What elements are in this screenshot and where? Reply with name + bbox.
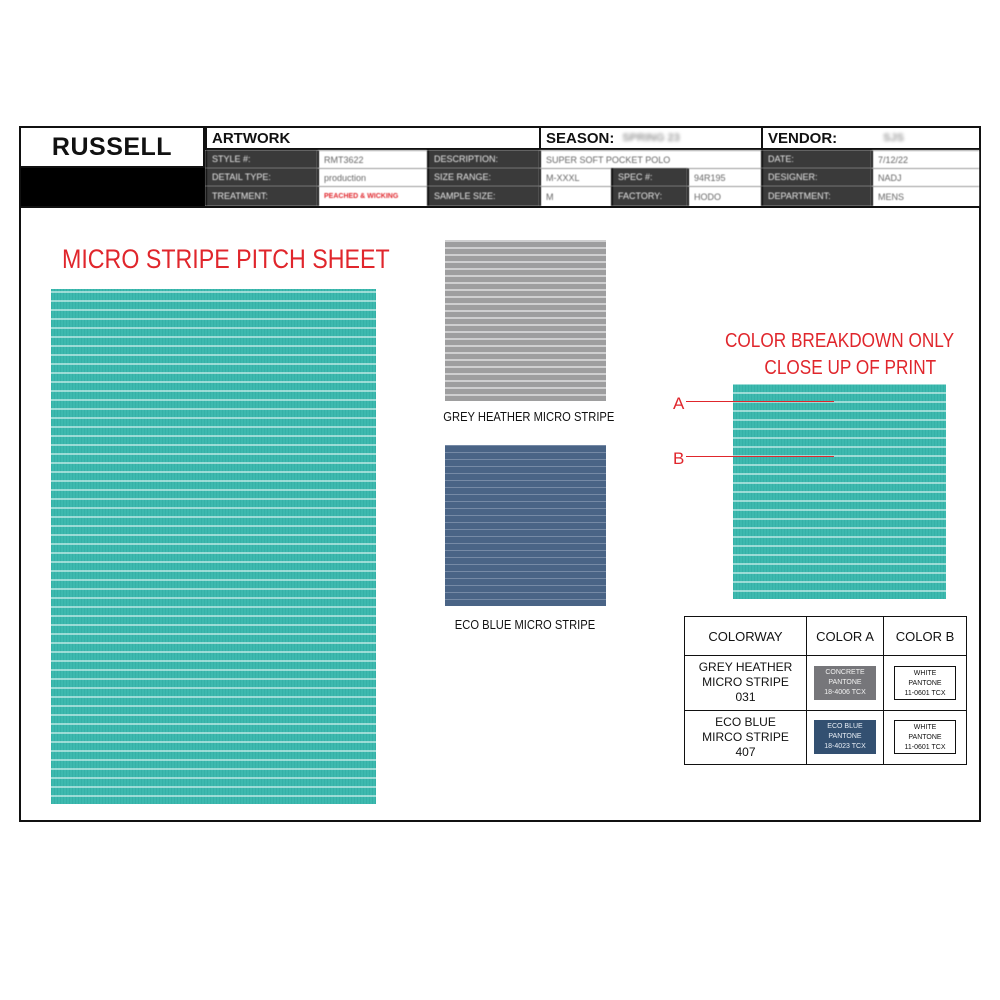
spec-label: SPEC #: <box>611 168 687 186</box>
chip-color-name: WHITE <box>913 724 937 732</box>
chip-color-code: 18-4006 TCX <box>824 688 866 696</box>
season-value: SPRING 23 <box>622 132 680 144</box>
eco-blue-caption <box>443 617 606 632</box>
callout-a-label: A <box>673 394 685 413</box>
color-chip-concrete <box>814 666 876 700</box>
chip-color-system: PANTONE <box>828 678 862 686</box>
color-breakdown-title <box>725 328 954 382</box>
callout-b-line <box>686 456 834 457</box>
closeup-print-swatch <box>733 384 946 599</box>
brand-logo: RUSSELL <box>21 128 205 168</box>
table-row <box>685 710 967 765</box>
color-breakdown-title-line1: COLOR BREAKDOWN ONLY <box>725 330 955 352</box>
artwork-label: ARTWORK <box>205 128 539 148</box>
color-a-header: COLOR A <box>807 617 884 656</box>
department-value: MENS <box>871 186 979 206</box>
grey-heather-caption: GREY HEATHER MICRO STRIPE <box>443 409 615 424</box>
style-value: RMT3622 <box>317 150 427 168</box>
colorway-number: 407 <box>735 744 756 759</box>
treatment-label: TREATMENT: <box>205 186 317 206</box>
date-value: 7/12/22 <box>871 150 979 168</box>
callout-b-label: B <box>673 449 685 468</box>
color-a-cell <box>807 710 884 765</box>
detail-type-value: production <box>317 168 427 186</box>
description-label: DESCRIPTION: <box>427 150 539 168</box>
colorway-header: COLORWAY <box>685 617 807 656</box>
color-chip-eco-blue <box>814 720 876 754</box>
color-chip-white <box>894 720 956 754</box>
color-a-cell <box>807 656 884 711</box>
chip-color-code: 11-0601 TCX <box>904 689 946 697</box>
season-label: SEASON: <box>546 129 615 147</box>
date-label: DATE: <box>761 150 871 168</box>
spec-value: 94R195 <box>687 168 761 186</box>
chip-color-name: CONCRETE <box>825 668 865 676</box>
header-row-2 <box>205 168 979 186</box>
grey-heather-swatch <box>445 240 606 401</box>
colorway-name-line: ECO BLUE <box>715 714 776 729</box>
season-cell <box>539 128 761 148</box>
colorway-name <box>685 656 807 711</box>
chip-color-name: WHITE <box>913 669 937 677</box>
colorway-name <box>685 710 807 765</box>
treatment-value: PEACHED & WICKING <box>317 186 427 206</box>
color-b-cell <box>884 710 967 765</box>
colorway-name-line: MICRO STRIPE <box>702 675 789 690</box>
color-b-header: COLOR B <box>884 617 967 656</box>
large-fabric-swatch <box>51 289 376 804</box>
color-breakdown-title-line2: CLOSE UP OF PRINT <box>764 357 937 379</box>
vendor-label: VENDOR: <box>768 129 838 147</box>
chip-color-system: PANTONE <box>828 733 862 741</box>
description-value: SUPER SOFT POCKET POLO <box>539 150 761 168</box>
header-row-1 <box>205 150 979 168</box>
eco-blue-swatch <box>445 445 606 606</box>
chip-color-name: ECO BLUE <box>827 723 863 731</box>
chip-color-code: 18-4023 TCX <box>824 743 866 751</box>
eco-blue-caption-text: ECO BLUE MICRO STRIPE <box>454 617 596 632</box>
size-range-value: M-XXXL <box>539 168 611 186</box>
header-top-row <box>205 128 979 150</box>
chip-color-code: 11-0601 TCX <box>904 744 946 752</box>
header-row-3 <box>205 186 979 206</box>
sample-size-label: SAMPLE SIZE: <box>427 186 539 206</box>
table-row <box>685 656 967 711</box>
chip-color-system: PANTONE <box>908 679 942 687</box>
colorway-name-line: GREY HEATHER <box>698 660 793 675</box>
color-b-cell <box>884 656 967 711</box>
vendor-cell <box>761 128 979 148</box>
designer-value: NADJ <box>871 168 979 186</box>
redacted-block <box>21 168 205 206</box>
colorway-name-line: MIRCO STRIPE <box>702 729 789 744</box>
factory-value: HODO <box>687 186 761 206</box>
colorway-header-row <box>685 617 967 656</box>
sample-size-value: M <box>539 186 611 206</box>
pitch-sheet-title: MICRO STRIPE PITCH SHEET <box>62 244 390 274</box>
designer-label: DESIGNER: <box>761 168 871 186</box>
color-chip-white <box>894 666 956 700</box>
detail-type-label: DETAIL TYPE: <box>205 168 317 186</box>
callout-a-line <box>686 401 834 402</box>
colorway-number: 031 <box>735 690 756 705</box>
chip-color-system: PANTONE <box>908 734 942 742</box>
size-range-label: SIZE RANGE: <box>427 168 539 186</box>
department-label: DEPARTMENT: <box>761 186 871 206</box>
style-label: STYLE #: <box>205 150 317 168</box>
vendor-value: SJS <box>883 132 904 144</box>
factory-label: FACTORY: <box>611 186 687 206</box>
header-divider <box>21 206 979 224</box>
colorway-table <box>684 616 967 765</box>
header-block <box>21 128 979 224</box>
